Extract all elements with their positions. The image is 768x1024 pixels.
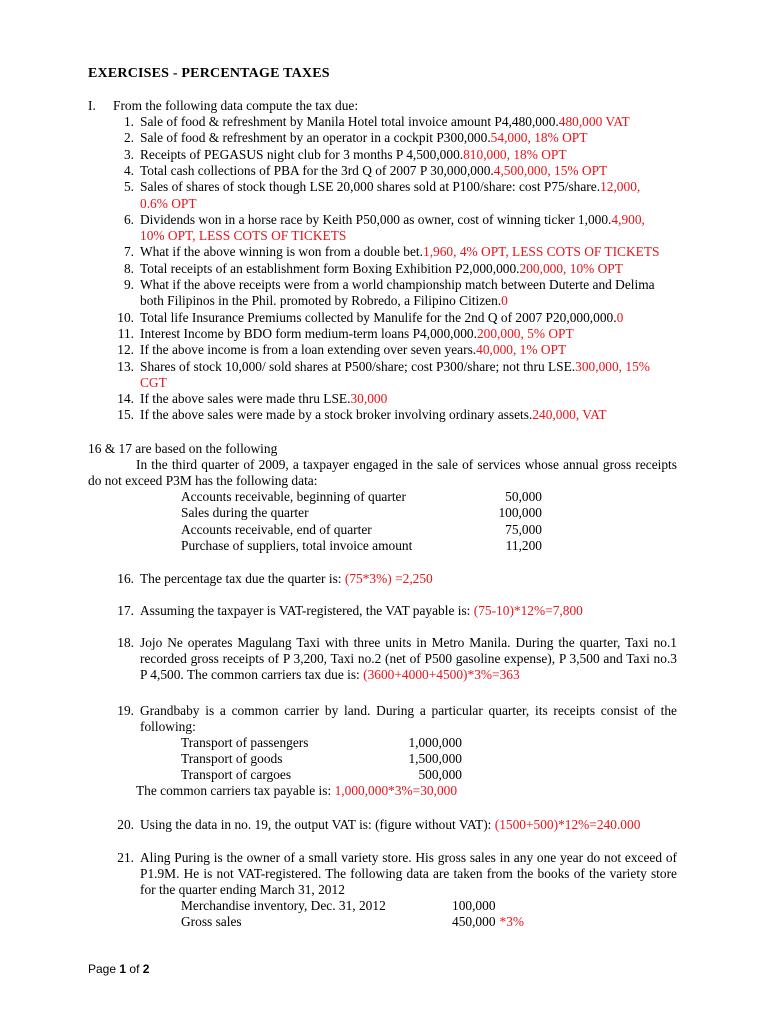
question-19-tail: [136, 783, 457, 799]
item-answer: 0: [501, 293, 508, 309]
item-number: 8.: [123, 260, 134, 276]
table-row-label: Gross sales: [181, 914, 242, 929]
value-text: 450,000: [452, 914, 496, 929]
table-row-value: 1,500,000: [408, 751, 462, 766]
question-text: Assuming the taxpayer is VAT-registered, the VAT payable is:: [140, 603, 471, 618]
table-row-label: Sales during the quarter: [181, 505, 309, 521]
item-answer: 4,900,: [611, 211, 645, 227]
page-footer: Page 1 of 2: [88, 962, 150, 976]
item-number: 13.: [117, 358, 134, 374]
item-answer: 300,000, 15%: [575, 358, 650, 374]
item-number: 7.: [123, 244, 134, 260]
item-answer: 1,960, 4% OPT, LESS COTS OF TICKETS: [423, 244, 660, 260]
list-item-continuation: [140, 196, 197, 212]
value-text: 100,000: [452, 898, 496, 913]
list-item: [112, 277, 655, 293]
table-row-label: Transport of passengers: [181, 735, 309, 750]
item-answer: 54,000, 18% OPT: [490, 130, 588, 146]
question-number: 20.: [117, 817, 134, 832]
section-roman: I.: [88, 98, 96, 113]
item-text: What if the above receipts were from a world championship match between Duterte and Delima: [140, 277, 655, 292]
item-text: Shares of stock 10,000/ sold shares at P500/share; cost P300/share; not thru LSE.: [140, 358, 576, 374]
table-row-label: Accounts receivable, beginning of quarter: [181, 489, 406, 504]
item-number: 10.: [117, 309, 134, 325]
item-number: 2.: [123, 130, 134, 146]
item-answer: 4,500,000, 15% OPT: [493, 162, 608, 178]
item-number: 6.: [123, 211, 134, 227]
item-answer: 30,000: [350, 391, 388, 407]
question-text: The percentage tax due the quarter is:: [140, 571, 342, 586]
list-item: [112, 179, 640, 195]
item-answer: CGT: [140, 374, 167, 390]
table-row-label: Merchandise inventory, Dec. 31, 2012: [181, 898, 386, 913]
answer: 1,000,000*3%=30,000: [334, 783, 458, 798]
list-item: [112, 310, 623, 326]
answer: (75*3%) =2,250: [344, 571, 433, 586]
table-row-label: Accounts receivable, end of quarter: [181, 521, 372, 537]
item-text: Sale of food & refreshment by Manila Hotel total invoice amount P4,480,000.: [140, 114, 559, 129]
item-text: If the above sales were made thru LSE.: [140, 391, 351, 407]
question-19: Grandbaby is a common carrier by land. During a particular quarter, its receipts consist of the following:: [140, 703, 677, 734]
item-answer: 40,000, 1% OPT: [476, 342, 567, 358]
table-row-value: 50,000: [505, 489, 542, 504]
item-text: If the above income is from a loan extending over seven years.: [140, 342, 477, 358]
item-answer: 480,000 VAT: [558, 114, 630, 129]
item-number: 1.: [123, 114, 134, 129]
item-answer: 240,000, VAT: [532, 407, 607, 423]
question-19-number: 19.: [117, 703, 134, 718]
question-21-number: 21.: [117, 850, 134, 865]
item-number: 12.: [117, 342, 134, 358]
item-text: both Filipinos in the Phil. promoted by Robredo, a Filipino Citizen.: [140, 293, 502, 309]
list-item-continuation: [140, 293, 508, 309]
section-intro-text: From the following data compute the tax due:: [113, 98, 359, 113]
answer: (75-10)*12%=7,800: [473, 603, 583, 618]
item-answer: 0: [616, 309, 624, 325]
item-text: Total receipts of an establishment form Boxing Exhibition P2,000,000.: [140, 260, 520, 276]
list-item: [112, 359, 650, 375]
item-answer: 200,000, 10% OPT: [519, 260, 623, 276]
list-item: [112, 114, 630, 130]
item-answer: 810,000, 18% OPT: [463, 146, 567, 162]
item-number: 9.: [123, 277, 134, 292]
page-title: EXERCISES - PERCENTAGE TAXES: [88, 66, 330, 81]
table-row-value: 100,000: [498, 505, 542, 521]
item-answer: 200,000, 5% OPT: [476, 325, 574, 341]
section-intro: [88, 98, 358, 114]
section2-heading: 16 & 17 are based on the following: [88, 441, 278, 456]
item-number: 4.: [123, 162, 134, 178]
table-row-label: Transport of cargoes: [181, 767, 292, 782]
table-row-value: 11,200: [505, 537, 542, 553]
question-18: [140, 635, 677, 683]
list-item: [112, 147, 567, 163]
list-item: [112, 130, 587, 146]
item-text: Sales of shares of stock though LSE 20,000 shares sold at P100/share: cost P75/share.: [140, 179, 601, 195]
table-row-label: Transport of goods: [181, 751, 283, 766]
list-item-continuation: [140, 375, 167, 391]
list-item: [112, 261, 623, 277]
item-text: Sale of food & refreshment by an operator in a cockpit P300,000.: [140, 130, 491, 146]
list-item: [112, 163, 607, 179]
list-item: [112, 391, 387, 407]
list-item: [112, 326, 574, 342]
item-text: Interest Income by BDO form medium-term loans P4,000,000.: [140, 325, 477, 341]
list-item-continuation: [140, 228, 346, 244]
list-item: [112, 212, 645, 228]
section2-paragraph: In the third quarter of 2009, a taxpayer engaged in the sale of services whose annual gross receipts do not exceed P3M has the following data:: [88, 457, 677, 488]
table-row-label: Purchase of suppliers, total invoice amount: [181, 537, 413, 553]
question-number: 17.: [117, 603, 134, 618]
question-17: [112, 603, 583, 619]
item-text: Total life Insurance Premiums collected by Manulife for the 2nd Q of 2007 P20,000,000.: [140, 309, 617, 325]
table-row-value: [452, 914, 524, 930]
item-number: 5.: [123, 179, 134, 195]
item-number: 15.: [117, 407, 134, 423]
item-number: 3.: [123, 146, 134, 162]
item-text: What if the above winning is won from a double bet.: [140, 244, 423, 260]
list-item: [112, 407, 607, 423]
item-text: Receipts of PEGASUS night club for 3 months P 4,500,000.: [140, 146, 464, 162]
item-answer: 0.6% OPT: [140, 195, 197, 211]
question-number: 16.: [117, 571, 134, 586]
answer: *3%: [499, 914, 525, 929]
item-number: 11.: [117, 325, 134, 341]
question-18-number: 18.: [117, 635, 134, 650]
table-row-value: 1,000,000: [408, 735, 462, 750]
item-answer: 10% OPT, LESS COTS OF TICKETS: [140, 228, 347, 244]
table-row-value: 500,000: [418, 767, 462, 782]
item-text: Total cash collections of PBA for the 3rd Q of 2007 P 30,000,000.: [140, 162, 494, 178]
list-item: [112, 342, 566, 358]
question-text: The common carriers tax payable is:: [136, 783, 332, 798]
question-16: [112, 571, 433, 587]
item-number: 14.: [117, 391, 134, 407]
question-text: Using the data in no. 19, the output VAT is: (figure without VAT):: [140, 817, 492, 832]
answer: (3600+4000+4500)*3%=363: [363, 667, 520, 682]
item-text: If the above sales were made by a stock broker involving ordinary assets.: [140, 407, 533, 423]
question-21: Aling Puring is the owner of a small variety store. His gross sales in any one year do not exceed of P1.9M. He is not VAT-registered. The following data are taken from the books of the variety store for the quarter ending March 31, 2012: [140, 850, 677, 897]
question-text: Jojo Ne operates Magulang Taxi with three units in Metro Manila. During the quarter, Taxi no.1 recorded gross receipts of P 3,200, Taxi no.2 (net of P500 gasoline expense), P 3,500 and Taxi no.3 P 4,500. The common carriers tax due is:: [140, 635, 677, 682]
item-answer: 12,000,: [600, 179, 641, 195]
question-20: [112, 817, 640, 833]
table-row-value: 75,000: [505, 521, 542, 537]
item-text: Dividends won in a horse race by Keith P50,000 as owner, cost of winning ticker 1,000.: [140, 211, 612, 227]
table-row-value: [452, 898, 496, 914]
list-item: [112, 244, 659, 260]
answer: (1500+500)*12%=240.000: [494, 817, 641, 832]
